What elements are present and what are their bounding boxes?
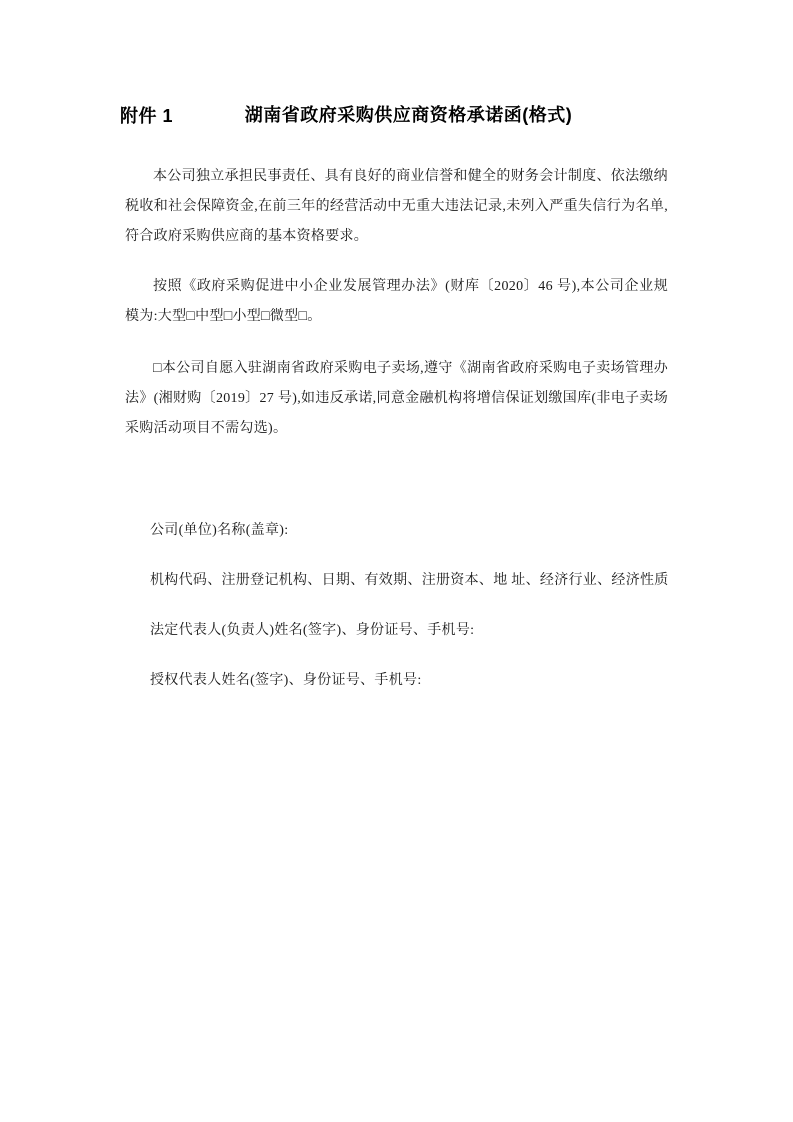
company-name-seal-line: 公司(单位)名称(盖章): xyxy=(150,523,289,538)
org-info-line: 机构代码、注册登记机构、日期、有效期、注册资本、地 址、经济行业、经济性质 xyxy=(150,573,669,588)
paragraph-enterprise-scale-checkboxes: 按照《政府采购促进中小企业发展管理办法》(财库〔2020〕46 号),本公司企业规模为:大型□中型□小型□微型□。 xyxy=(125,279,668,324)
legal-representative-line: 法定代表人(负责人)姓名(签字)、身份证号、手机号: xyxy=(150,623,475,638)
title-row xyxy=(120,100,668,130)
signature-block xyxy=(125,516,668,696)
page-title: 湖南省政府采购供应商资格承诺函(格式) xyxy=(244,105,573,125)
paragraph-basic-qualification: 本公司独立承担民事责任、具有良好的商业信誉和健全的财务会计制度、依法缴纳税收和社会保障资金,在前三年的经营活动中无重大违法记录,未列入严重失信行为名单,符合政府采购供应商的基本资格要求。 xyxy=(125,169,668,244)
authorized-representative-line: 授权代表人姓名(签字)、身份证号、手机号: xyxy=(150,673,422,688)
paragraph-e-marketplace-commitment-checkbox: □本公司自愿入驻湖南省政府采购电子卖场,遵守《湖南省政府采购电子卖场管理办法》(湘财购〔2019〕27 号),如违反承诺,同意金融机构将增信保证划缴国库(非电子卖场采购活动项目不需勾选)。 xyxy=(125,361,668,436)
page-content xyxy=(120,0,669,716)
attachment-label: 附件 1 xyxy=(120,106,174,126)
